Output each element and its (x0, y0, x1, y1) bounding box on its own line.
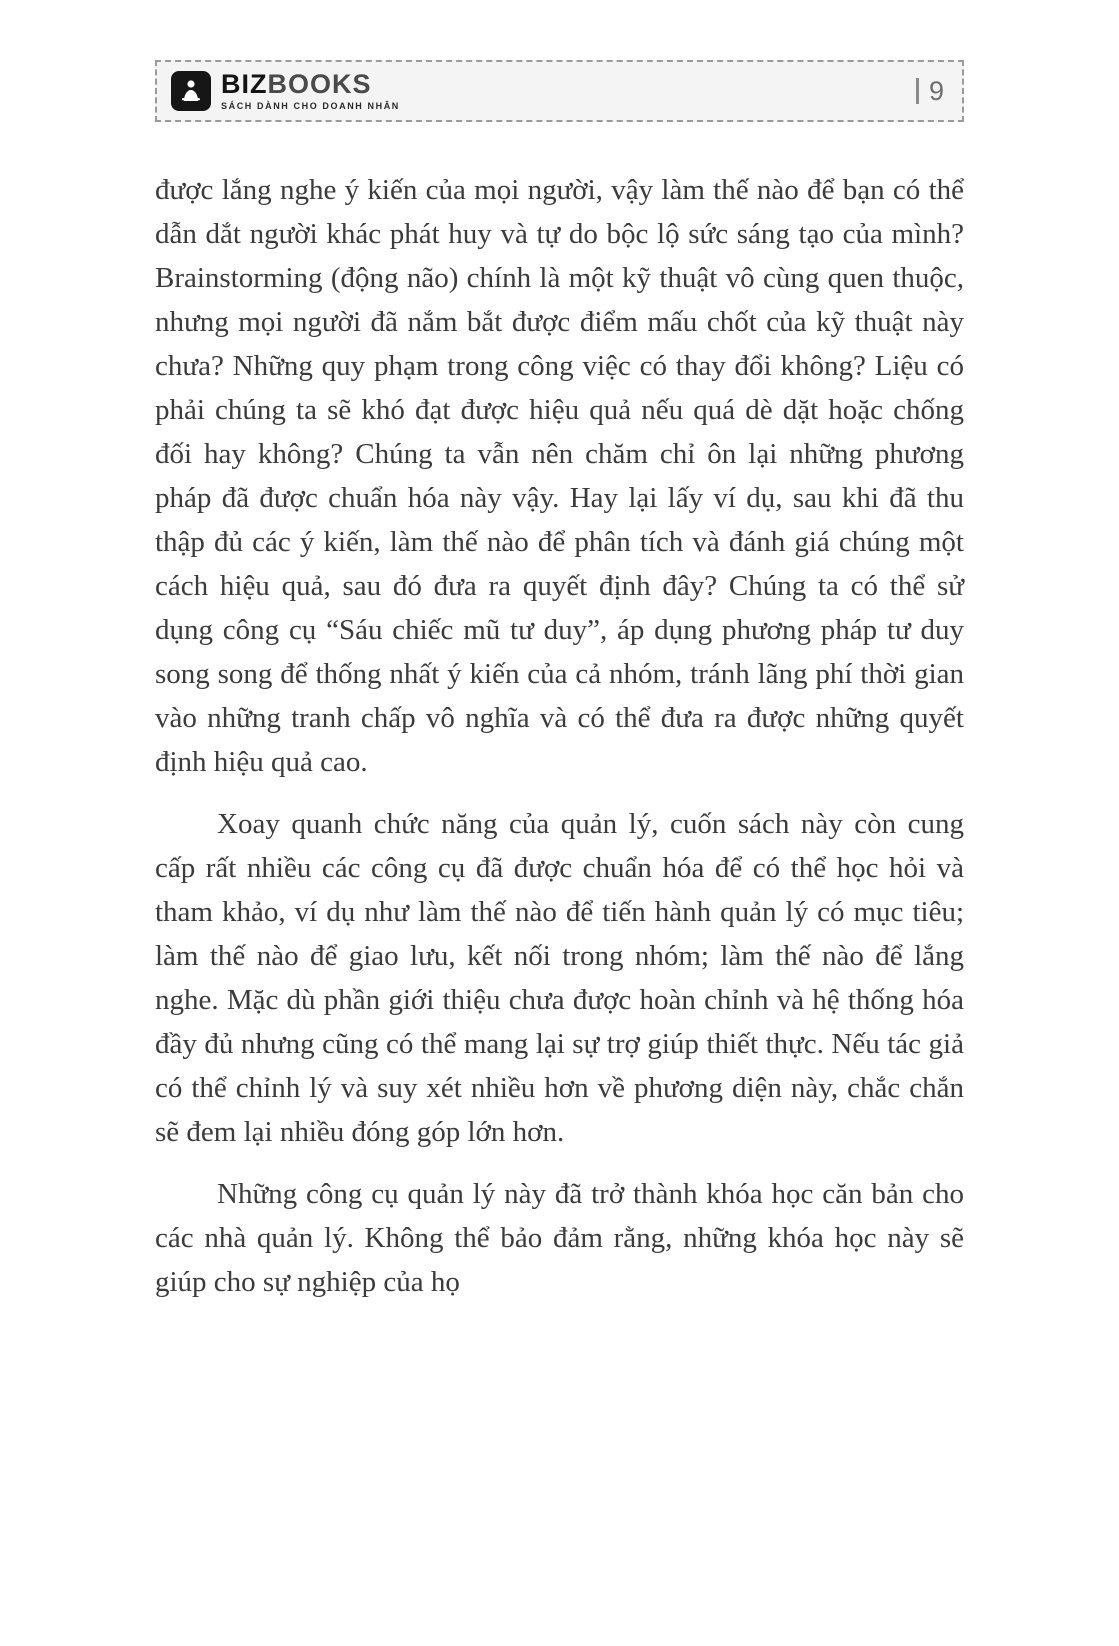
paragraph: Xoay quanh chức năng của quản lý, cuốn sách này còn cung cấp rất nhiều các công cụ đã được chuẩn hóa để có thể học hỏi và tham khảo, ví dụ như làm thế nào để tiến hành quản lý có mục tiêu; làm thế nào để giao lưu, kết nối trong nhóm; làm thế nào để lắng nghe. Mặc dù phần giới thiệu chưa được hoàn chỉnh và hệ thống hóa đầy đủ nhưng cũng có thể mang lại sự trợ giúp thiết thực. Nếu tác giả có thể chỉnh lý và suy xét nhiều hơn về phương diện này, chắc chắn sẽ đem lại nhiều đóng góp lớn hơn. (155, 808, 964, 1148)
page-number-divider (916, 78, 919, 104)
bizbooks-figure-icon (171, 71, 211, 111)
logo-title-primary: BIZ (221, 69, 268, 99)
logo-tagline: SÁCH DÀNH CHO DOANH NHÂN (221, 101, 400, 111)
paragraph: Những công cụ quản lý này đã trở thành khóa học căn bản cho các nhà quản lý. Không thể bảo đảm rằng, những khóa học này sẽ giúp cho sự nghiệp của họ (155, 1178, 964, 1298)
logo-title-secondary: BOOKS (267, 69, 372, 99)
bizbooks-logo (171, 71, 400, 111)
page-number-group (916, 76, 944, 107)
paragraph: được lắng nghe ý kiến của mọi người, vậy làm thế nào để bạn có thể dẫn dắt người khác phát huy và tự do bộc lộ sức sáng tạo của mình? Brainstorming (động não) chính là một kỹ thuật vô cùng quen thuộc, nhưng mọi người đã nắm bắt được điểm mấu chốt của kỹ thuật này chưa? Những quy phạm trong công việc có thay đổi không? Liệu có phải chúng ta sẽ khó đạt được hiệu quả nếu quá dè dặt hoặc chống đối hay không? Chúng ta vẫn nên chăm chỉ ôn lại những phương pháp đã được chuẩn hóa này vậy. Hay lại lấy ví dụ, sau khi đã thu thập đủ các ý kiến, làm thế nào để phân tích và đánh giá chúng một cách hiệu quả, sau đó đưa ra quyết định đây? Chúng ta có thể sử dụng công cụ “Sáu chiếc mũ tư duy”, áp dụng phương pháp tư duy song song để thống nhất ý kiến của cả nhóm, tránh lãng phí thời gian vào những tranh chấp vô nghĩa và có thể đưa ra được những quyết định hiệu quả cao. (155, 174, 964, 778)
logo-text (221, 71, 400, 111)
logo-title (221, 71, 400, 98)
body-text (155, 168, 964, 1304)
page-header (155, 60, 964, 122)
page-number: 9 (928, 75, 944, 106)
